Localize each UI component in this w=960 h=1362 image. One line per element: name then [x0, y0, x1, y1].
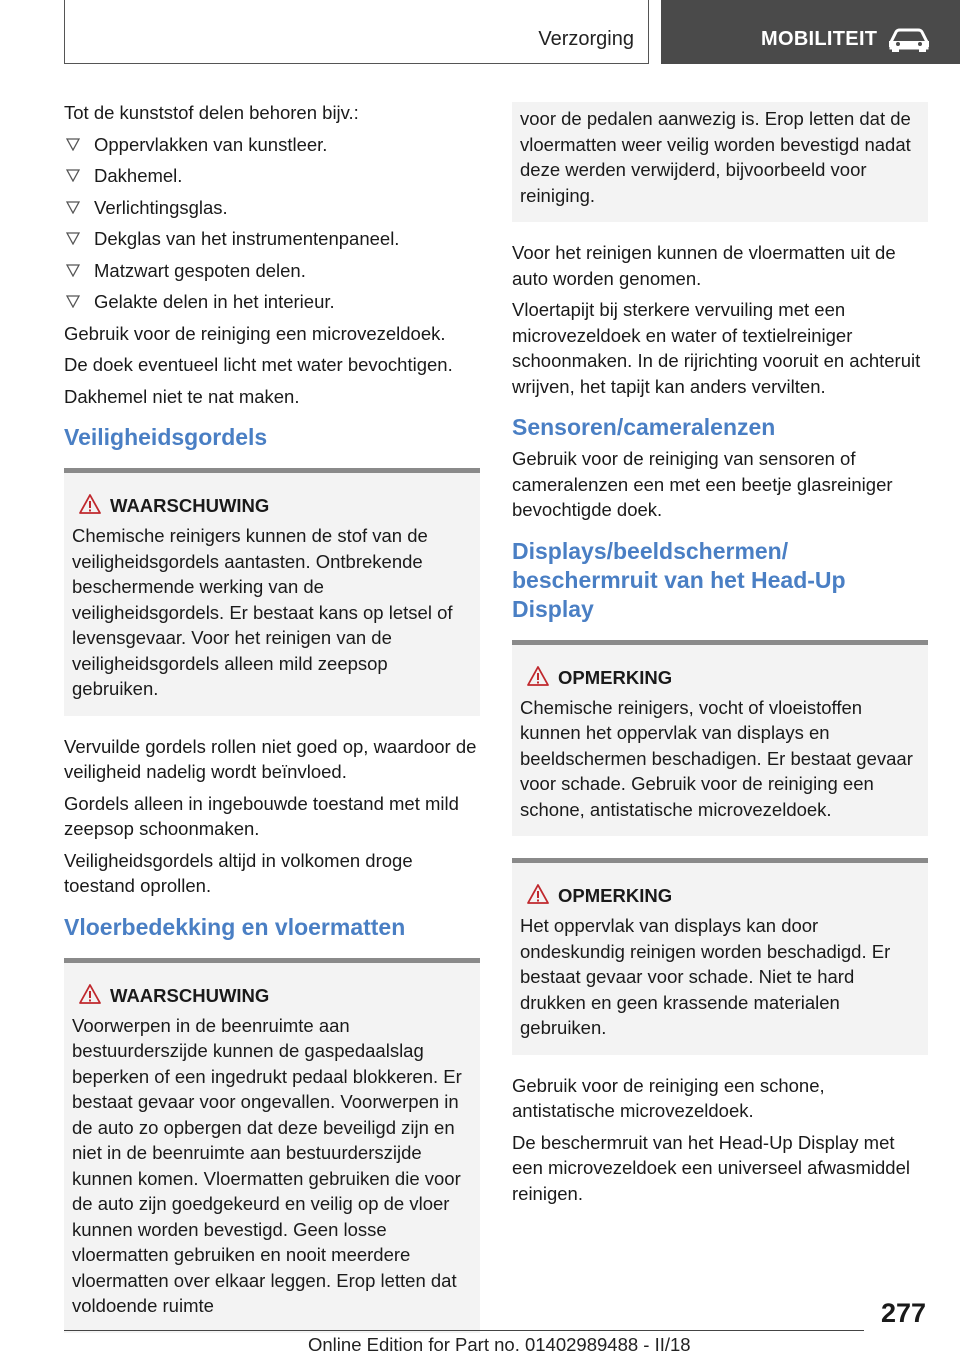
heading-sensoren: Sensoren/cameralenzen — [512, 414, 776, 440]
warning-text: Voorwerpen in de beenruimte aan bestuurderszijde kunnen de gaspedaalslag beperken of een ingedrukt pedaal blokkeren. Er bestaat gevaar voor ongevallen. Voorwerpen in de auto zo opbergen dat deze beveiligd zijn en niet in de beenruimte aan bestuurderszijde kunnen komen. Vloermatten gebruiken die voor de auto zijn goedgekeurd en veilig op de vloer kunnen worden bevestigd. Geen losse vloermatten gebruiken en nooit meerdere vloermatten over elkaar leggen. Erop letten dat voldoende ruimte — [72, 1014, 462, 1316]
triangle-bullet-icon — [66, 200, 80, 214]
header-section-tab — [64, 0, 649, 64]
paragraph: Gebruik voor de reiniging een microvezeldoek. — [64, 322, 446, 344]
note-title: OPMERKING — [520, 883, 920, 909]
header-chapter-tab — [661, 0, 960, 64]
note-text: Het oppervlak van displays kan door ondeskundig reinigen worden beschadigd. Er bestaat gevaar voor schade. Niet te hard drukken en geen krassende materialen gebruiken. — [520, 915, 891, 1038]
list-item: Oppervlakken van kunstleer. — [64, 132, 480, 158]
note-box — [512, 858, 928, 1055]
triangle-bullet-icon — [66, 231, 80, 245]
footer-divider — [64, 1330, 864, 1331]
car-icon — [887, 26, 931, 52]
list-item: Dekglas van het instrumentenpaneel. — [64, 226, 480, 252]
warning-triangle-icon — [526, 665, 550, 687]
warning-text: voor de pedalen aanwezig is. Erop letten dat de vloermatten weer veilig worden bevestigd nadat deze werden verwijderd, bijvoorbeeld voor reiniging. — [520, 108, 911, 206]
warning-triangle-icon — [78, 493, 102, 515]
triangle-bullet-icon — [66, 294, 80, 308]
paragraph: Veiligheidsgordels altijd in volkomen droge toestand oprollen. — [64, 849, 413, 896]
note-text: Chemische reinigers, vocht of vloeistoffen kunnen het oppervlak van displays en beeldschermen beschadigen. Er bestaat gevaar voor schade. Gebruik voor de reiniging een schone, antistatische microvezeldoek. — [520, 696, 913, 820]
paragraph: Gebruik voor de reiniging een schone, antistatische microvezeldoek. — [512, 1074, 825, 1121]
list-item: Matzwart gespoten delen. — [64, 258, 480, 284]
heading-displays: Displays/beeldschermen/ beschermruit van het Head-Up Display — [512, 537, 846, 622]
triangle-bullet-icon — [66, 168, 80, 182]
right-column — [512, 102, 928, 1212]
warning-box-continued — [512, 102, 928, 222]
left-column — [64, 100, 480, 1333]
heading-veiligheidsgordels: Veiligheidsgordels — [64, 424, 268, 450]
paragraph: Gordels alleen in ingebouwde toestand met mild zeepsop schoonmaken. — [64, 792, 459, 839]
list-item: Dakhemel. — [64, 163, 480, 189]
warning-triangle-icon — [78, 983, 102, 1005]
paragraph: Dakhemel niet te nat maken. — [64, 385, 300, 407]
list-item: Verlichtingsglas. — [64, 195, 480, 221]
triangle-bullet-icon — [66, 137, 80, 151]
paragraph: Gebruik voor de reiniging van sensoren of cameralenzen een met een beetje glasreiniger bevochtigde doek. — [512, 448, 893, 520]
intro-text: Tot de kunststof delen behoren bijv.: — [64, 102, 359, 123]
paragraph: Vervuilde gordels rollen niet goed op, waardoor de veiligheid nadelig wordt beïnvloed. — [64, 735, 477, 782]
paragraph: De doek eventueel licht met water bevochtigen. — [64, 354, 453, 375]
footer-edition: Online Edition for Part no. 01402989488 - II/18 — [308, 1334, 691, 1355]
paragraph: Voor het reinigen kunnen de vloermatten uit de auto worden genomen. — [512, 242, 896, 289]
warning-title: WAARSCHUWING — [72, 493, 472, 519]
paragraph: De beschermruit van het Head-Up Display met een microvezeldoek een universeel afwasmiddel reinigen. — [512, 1131, 910, 1204]
warning-triangle-icon — [526, 883, 550, 905]
plastic-parts-list — [64, 132, 480, 315]
paragraph: Vloertapijt bij sterkere vervuiling met een microvezeldoek en water of textielreiniger schoonmaken. In de rijrichting vooruit en achteruit wrijven, het tapijt kan anders vervilten. — [512, 299, 921, 397]
list-item: Gelakte delen in het interieur. — [64, 289, 480, 315]
warning-box — [64, 468, 480, 716]
chapter-title: MOBILITEIT — [761, 28, 878, 50]
section-title: Verzorging — [538, 28, 634, 50]
page-number: 277 — [880, 1298, 926, 1328]
warning-box — [64, 958, 480, 1333]
warning-text: Chemische reinigers kunnen de stof van de veiligheidsgordels aantasten. Ontbrekende beschermende werking van de veiligheidsgordels. Er bestaat kans op letsel of levensgevaar. Voor het reinigen van de veiligheidsgordels alleen mild zeepsop gebruiken. — [72, 525, 453, 699]
heading-vloerbedekking: Vloerbedekking en vloermatten — [64, 913, 406, 940]
triangle-bullet-icon — [66, 263, 80, 277]
warning-title: WAARSCHUWING — [72, 983, 472, 1009]
note-title: OPMERKING — [520, 665, 920, 691]
note-box — [512, 640, 928, 837]
